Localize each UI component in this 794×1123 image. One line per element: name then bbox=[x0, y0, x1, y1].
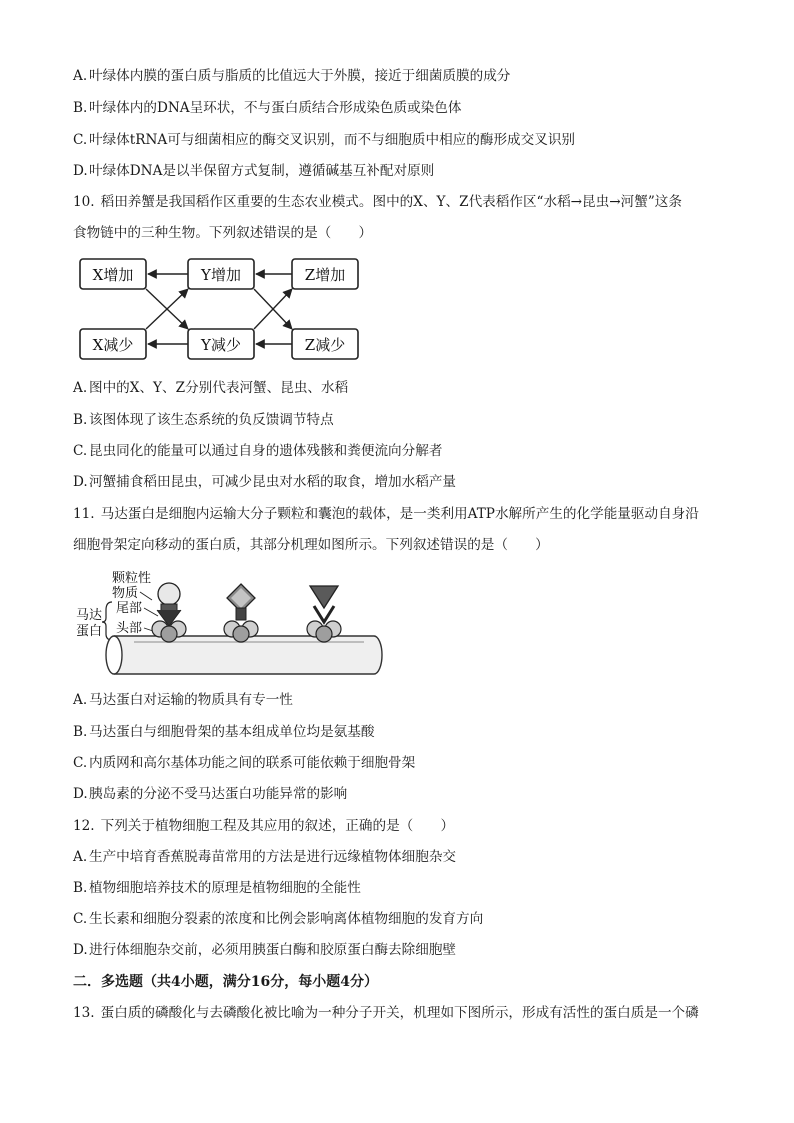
q12-option-c: C. 生长素和细胞分裂素的浓度和比例会影响离体植物细胞的发育方向 bbox=[73, 911, 484, 927]
q11-stem-line2: 细胞骨架定向移动的蛋白质，其部分机理如图所示。下列叙述错误的是（ ） bbox=[73, 537, 549, 553]
q9-option-a: A. 叶绿体内膜的蛋白质与脂质的比值远大于外膜，接近于细菌质膜的成分 bbox=[73, 68, 511, 84]
q10-option-a: A. 图中的X、Y、Z分别代表河蟹、昆虫、水稻 bbox=[73, 380, 349, 396]
q11-motor-protein-diagram bbox=[74, 566, 386, 676]
particle-triangle bbox=[310, 586, 338, 608]
q11-option-d: D.胰岛素的分泌不受马达蛋白功能异常的影响 bbox=[73, 786, 348, 802]
motor-protein-2 bbox=[224, 584, 258, 642]
label-motor-line2: 蛋白 bbox=[76, 624, 103, 639]
label-z-decrease: Z减少 bbox=[304, 336, 346, 354]
q10-stem-line2: 食物链中的三种生物。下列叙述错误的是（ ） bbox=[73, 225, 373, 241]
q11-stem-line1: 11. 马达蛋白是细胞内运输大分子颗粒和囊泡的载体，是一类利用ATP水解所产生的化学能量驱动自身沿 bbox=[73, 506, 699, 522]
label-motor-line1: 马达 bbox=[76, 608, 103, 623]
pointer-tail bbox=[144, 608, 158, 616]
label-x-increase: X增加 bbox=[92, 266, 134, 284]
label-y-decrease: Y减少 bbox=[201, 336, 241, 354]
cytoskeleton-end bbox=[106, 636, 122, 674]
q9-option-b: B. 叶绿体内的DNA呈环状，不与蛋白质结合形成染色质或染色体 bbox=[73, 100, 462, 116]
q10-option-d: D.河蟹捕食稻田昆虫，可减少昆虫对水稻的取食，增加水稻产量 bbox=[73, 474, 457, 490]
q11-option-b: B. 马达蛋白与细胞骨架的基本组成单位均是氨基酸 bbox=[73, 724, 375, 740]
label-head: 头部 bbox=[116, 621, 143, 636]
q12-option-b: B. 植物细胞培养技术的原理是植物细胞的全能性 bbox=[73, 880, 361, 896]
particle-round bbox=[158, 583, 180, 605]
motor-protein-1 bbox=[152, 583, 186, 642]
section-2-heading: 二．多选题（共4小题，满分16分，每小题4分） bbox=[73, 974, 378, 990]
q12-option-a: A. 生产中培育香蕉脱毒苗常用的方法是进行远缘植物体细胞杂交 bbox=[73, 849, 457, 865]
q10-stem-line1: 10. 稻田养蟹是我国稻作区重要的生态农业模式。图中的X、Y、Z代表稻作区“水稻→昆虫→河蟹”这条 bbox=[73, 194, 682, 210]
q9-option-d: D.叶绿体DNA是以半保留方式复制，遵循碱基互补配对原则 bbox=[73, 163, 435, 179]
label-x-decrease: X减少 bbox=[92, 336, 134, 354]
motor-2-tail bbox=[236, 608, 246, 620]
pointer-particle bbox=[140, 592, 152, 600]
q12-option-d: D.进行体细胞杂交前，必须用胰蛋白酶和胶原蛋白酶去除细胞壁 bbox=[73, 942, 457, 958]
label-bracket bbox=[102, 602, 112, 640]
motor-protein-3 bbox=[307, 586, 341, 642]
label-particle-line1: 颗粒性 bbox=[112, 571, 152, 586]
q10-feedback-diagram bbox=[76, 255, 366, 363]
label-z-increase: Z增加 bbox=[304, 266, 346, 284]
q11-option-c: C. 内质网和高尔基体功能之间的联系可能依赖于细胞骨架 bbox=[73, 755, 416, 771]
q12-stem: 12. 下列关于植物细胞工程及其应用的叙述，正确的是（ ） bbox=[73, 818, 455, 834]
q10-option-c: C. 昆虫同化的能量可以通过自身的遗体残骸和粪便流向分解者 bbox=[73, 443, 443, 459]
label-y-increase: Y增加 bbox=[201, 266, 241, 284]
q9-option-c: C. 叶绿体tRNA可与细菌相应的酶交叉识别，而不与细胞质中相应的酶形成交叉识别 bbox=[73, 132, 576, 148]
q11-option-a: A. 马达蛋白对运输的物质具有专一性 bbox=[73, 692, 293, 708]
label-particle-line2: 物质 bbox=[112, 586, 139, 601]
label-tail: 尾部 bbox=[116, 601, 143, 616]
q13-stem-line1: 13. 蛋白质的磷酸化与去磷酸化被比喻为一种分子开关，机理如下图所示，形成有活性的蛋白质是一个磷 bbox=[73, 1005, 699, 1021]
q10-option-b: B. 该图体现了该生态系统的负反馈调节特点 bbox=[73, 412, 334, 428]
